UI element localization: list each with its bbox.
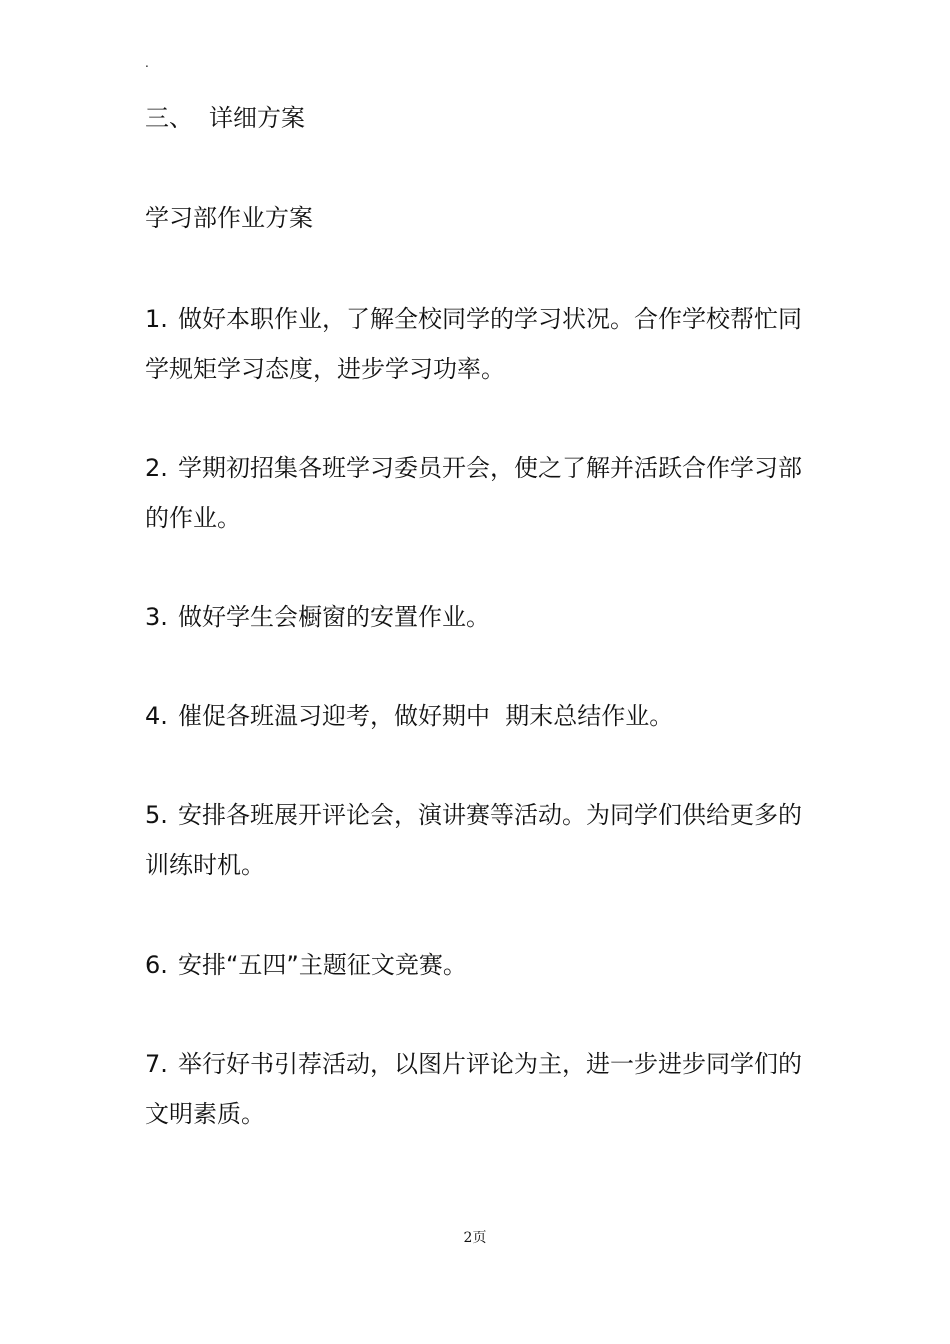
item-text: 举行好书引荐活动，以图片评论为主，进一步进步同学们的文明素质。	[145, 1050, 802, 1128]
section-title: 详细方案	[209, 104, 305, 132]
item-number: 2.	[145, 454, 168, 482]
item-text: 安排各班展开评论会，演讲赛等活动。为同学们供给更多的训练时机。	[145, 801, 802, 879]
section-number: 三、	[145, 104, 193, 132]
list-item	[145, 790, 810, 890]
header-marker: .	[145, 56, 149, 70]
list-item	[145, 592, 810, 642]
item-text: 学期初招集各班学习委员开会，使之了解并活跃合作学习部的作业。	[145, 454, 802, 532]
item-number: 7.	[145, 1050, 168, 1078]
item-number: 4.	[145, 702, 168, 730]
section-heading	[145, 100, 305, 136]
list-item	[145, 294, 810, 394]
item-text: 安排“五四”主题征文竞赛。	[178, 951, 467, 979]
item-number: 5.	[145, 801, 168, 829]
item-text: 催促各班温习迎考，做好期中 期末总结作业。	[178, 702, 674, 730]
list-item	[145, 691, 810, 741]
item-number: 1.	[145, 305, 168, 333]
list-item	[145, 1039, 810, 1139]
item-text: 做好本职作业，了解全校同学的学习状况。合作学校帮忙同学规矩学习态度，进步学习功率。	[145, 305, 802, 383]
list-item	[145, 443, 810, 543]
item-number: 3.	[145, 603, 168, 631]
subsection-title: 学习部作业方案	[145, 204, 313, 232]
item-text: 做好学生会橱窗的安置作业。	[178, 603, 490, 631]
item-number: 6.	[145, 951, 168, 979]
page-number: 2页	[463, 1230, 487, 1246]
list-item	[145, 940, 810, 990]
